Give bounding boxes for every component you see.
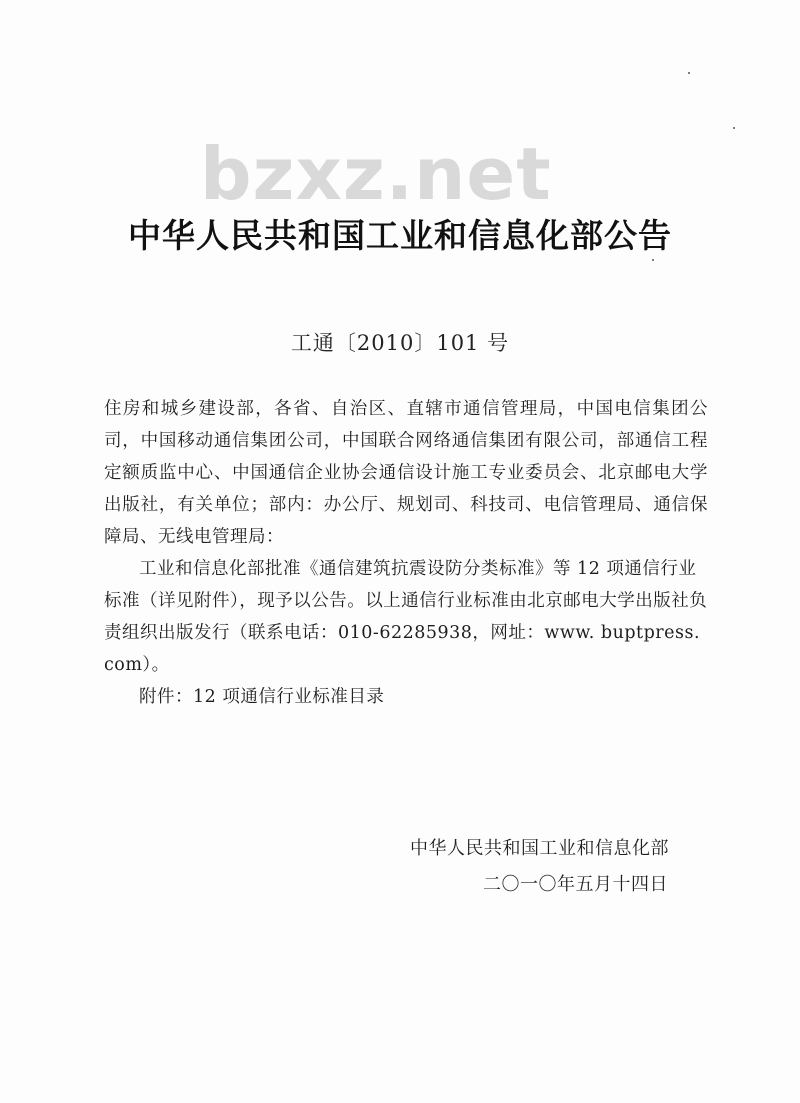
scan-speck [688, 72, 690, 74]
addressee-list: 住房和城乡建设部，各省、自治区、直辖市通信管理局，中国电信集团公司，中国移动通信集团公司，中国联合网络通信集团有限公司，部通信工程定额质监中心、中国通信企业协会通信设计施工专业委员会、北京邮电大学出版社，有关单位；部内：办公厅、规划司、科技司、电信管理局、通信保障局、无线电管理局： [104, 399, 708, 547]
announcement-body [104, 393, 708, 713]
document-number: 工通〔2010〕101 号 [290, 331, 510, 355]
issue-date: 二〇一〇年五月十四日 [483, 874, 668, 895]
attachment-note: 附件：12 项通信行业标准目录 [139, 687, 385, 707]
watermark: bzxz.net [200, 132, 552, 216]
scan-speck [652, 259, 654, 261]
issuer-signature: 中华人民共和国工业和信息化部 [410, 838, 669, 859]
announcement-title: 中华人民共和国工业和信息化部公告 [128, 216, 672, 255]
scan-speck [733, 127, 735, 129]
body-paragraph: 工业和信息化部批准《通信建筑抗震设防分类标准》等 12 项通信行业标准（详见附件），现予以公告。以上通信行业标准由北京邮电大学出版社负责组织出版发行（联系电话：010-62285938，网址：www. buptpress. com）。 [104, 559, 708, 675]
